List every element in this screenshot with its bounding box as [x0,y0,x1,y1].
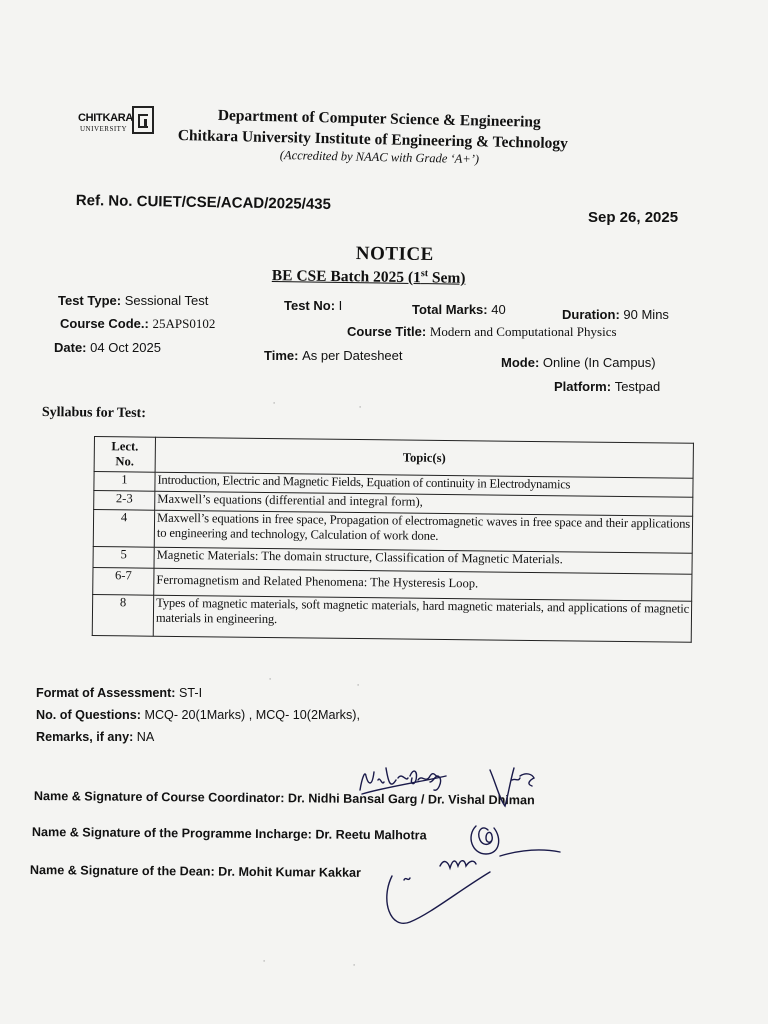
paper-speck: · [268,676,273,684]
date-value: 04 Oct 2025 [90,340,161,355]
platform-value: Testpad [614,379,661,394]
time-value: As per Datesheet [302,348,403,363]
signature-dean-loop [387,872,490,923]
test-no-label: Test No: [284,298,336,313]
dean-label: Name & Signature of the Dean: [29,863,215,879]
topic-cell: Maxwell’s equations (differential and integral form), [155,491,693,516]
mode-value: Online (In Campus) [542,355,656,370]
syllabus-heading: Syllabus for Test: [41,405,146,422]
topic-cell: Magnetic Materials: The domain structure, Classification of Magnetic Materials. [154,547,692,574]
format-label: Format of Assessment: [36,686,176,700]
coordinator-value: Dr. Nidhi Bansal Garg / Dr. Vishal Dhiman [287,791,535,808]
lecture-no-cell: 6-7 [93,567,154,595]
signature-coordinator-2 [490,768,534,806]
duration-value: 90 Mins [623,307,669,322]
incharge-value: Dr. Reetu Malhotra [315,827,427,843]
department-name: Department of Computer Science & Engineering [217,107,541,131]
test-type-value: Sessional Test [124,293,209,308]
topic-cell: Maxwell’s equations in free space, Propagation of electromagnetic waves in free space and their applications to engineering and technology, Calculation of work done. [154,510,692,553]
lecture-no-cell: 5 [93,546,154,568]
total-marks-label: Total Marks: [412,302,488,317]
lecture-no-cell: 8 [92,594,153,636]
batch-text: BE CSE Batch 2025 (1 [271,267,421,287]
notice-title: NOTICE [355,243,434,266]
course-title-label: Course Title: [347,324,427,339]
paper-speck: · [358,404,363,412]
total-marks-value: 40 [491,302,506,317]
reference-date: Sep 26, 2025 [588,209,679,226]
lecture-no-cell: 1 [94,472,155,492]
signature-incharge [479,828,493,844]
signature-dean-mark [404,878,410,880]
signature-incharge-loop [471,826,499,854]
col-lect-text: Lect. [111,439,139,454]
batch-superscript: st [420,268,429,280]
paper-speck: · [262,958,267,966]
logo-name: CHITKARA [78,112,134,124]
remarks-label: Remarks, if any: [36,730,134,744]
course-title-value: Modern and Computational Physics [429,324,617,339]
mode-label: Mode: [501,355,540,370]
course-code-label: Course Code.: [60,316,149,331]
institute-name: Chitkara University Institute of Engineering & Technology [177,127,569,153]
coordinator-label: Name & Signature of Course Coordinator: [33,789,285,806]
column-topics: Topic(s) [155,437,693,478]
lecture-no-cell: 4 [93,510,154,548]
accreditation-line: (Accredited by NAAC with Grade ‘A+’) [279,148,480,167]
remarks-value: NA [136,730,155,744]
signature-incharge-stroke [500,850,560,856]
questions-value: MCQ- 20(1Marks) , MCQ- 10(2Marks), [144,708,360,722]
signature-underline [362,776,446,794]
test-type-label: Test Type: [58,293,122,308]
paper-speck: · [356,682,361,690]
batch-text-end: Sem) [427,269,466,287]
topic-cell: Ferromagnetism and Related Phenomena: The Hysteresis Loop. [154,568,692,601]
format-value: ST-I [179,686,203,700]
paper-speck: · [352,962,357,970]
topic-cell: Introduction, Electric and Magnetic Fields, Equation of continuity in Electrodynamics [155,472,693,497]
lecture-no-cell: 2-3 [94,491,155,511]
col-no-text: No. [115,454,135,469]
duration-label: Duration: [562,307,620,322]
test-no-value: I [338,298,343,313]
course-code-value: 25APS0102 [152,316,216,331]
logo-subtitle: UNIVERSITY [80,125,127,133]
questions-label: No. of Questions: [36,708,141,722]
time-label: Time: [264,348,299,363]
topic-cell: Types of magnetic materials, soft magnetic materials, hard magnetic materials, and applications of magnetic materials in engineering. [153,595,691,642]
date-label: Date: [54,340,87,355]
platform-label: Platform: [554,379,612,394]
dean-value: Dr. Mohit Kumar Kakkar [218,864,362,880]
paper-speck: · [272,400,277,408]
signature-dean [440,861,476,868]
incharge-label: Name & Signature of the Programme Incharge: [31,825,312,842]
reference-number: Ref. No. CUIET/CSE/ACAD/2025/435 [75,192,332,214]
